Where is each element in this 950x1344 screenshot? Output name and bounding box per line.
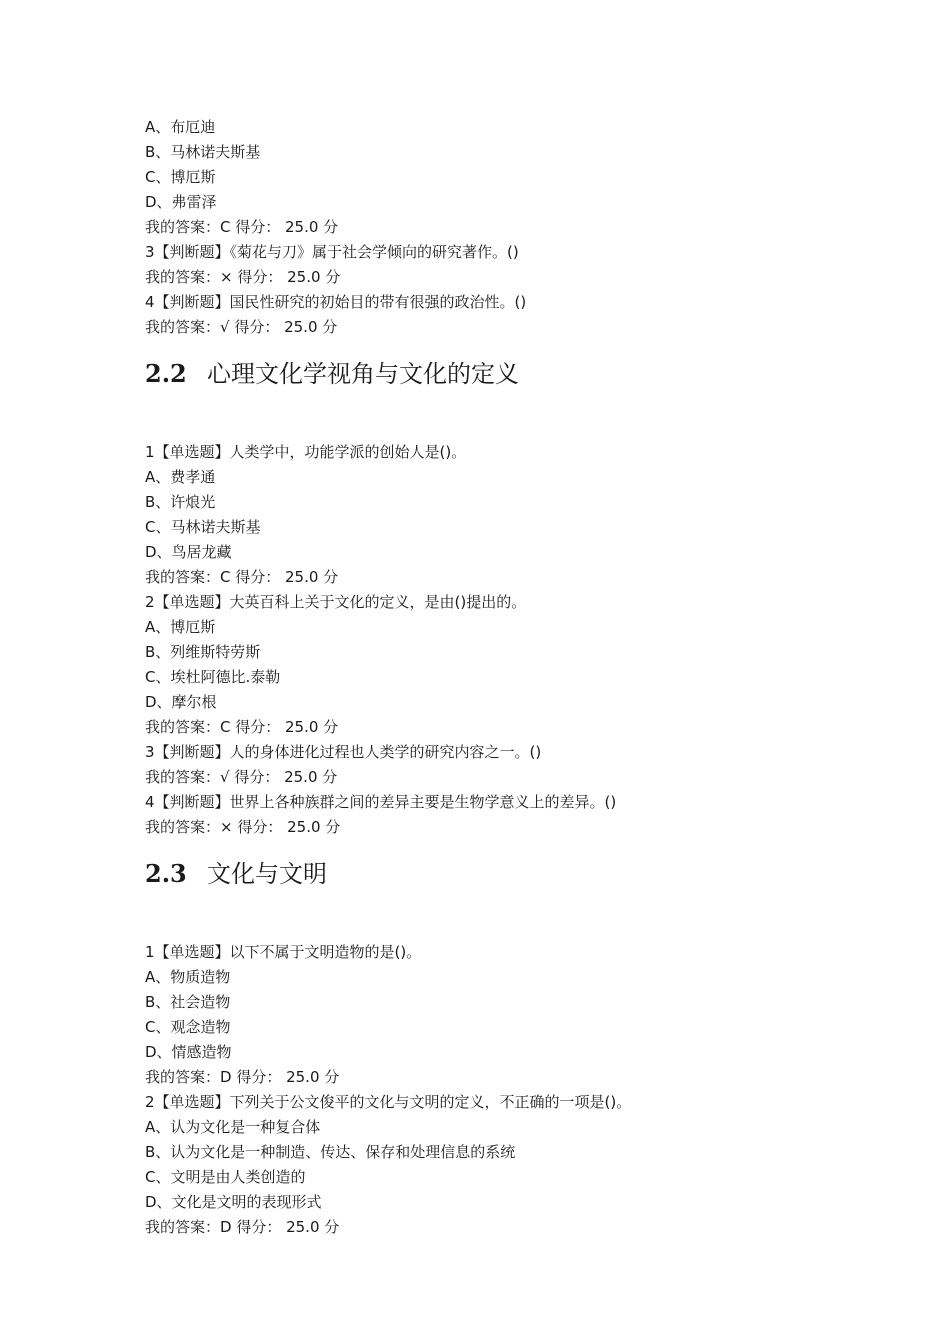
option-d: D、文化是文明的表现形式 [145, 1193, 322, 1211]
question-4: 4【判断题】世界上各种族群之间的差异主要是生物学意义上的差异。() [145, 793, 617, 811]
option-b: B、许烺光 [145, 493, 216, 511]
answer-line: 我的答案：× 得分： 25.0 分 [145, 268, 341, 286]
section-heading-2-3 [145, 848, 825, 900]
question-3: 3【判断题】人的身体进化过程也人类学的研究内容之一。() [145, 743, 542, 761]
answer-line: 我的答案：D 得分： 25.0 分 [145, 1068, 340, 1086]
answer-line: 我的答案：√ 得分： 25.0 分 [145, 768, 338, 786]
option-d: D、弗雷泽 [145, 193, 217, 211]
question-2: 2【单选题】下列关于公文俊平的文化与文明的定义，不正确的一项是()。 [145, 1093, 632, 1111]
option-b: B、列维斯特劳斯 [145, 643, 261, 661]
option-b: B、社会造物 [145, 993, 231, 1011]
question-1: 1【单选题】人类学中，功能学派的创始人是()。 [145, 443, 467, 461]
answer-line: 我的答案：√ 得分： 25.0 分 [145, 318, 338, 336]
answer-line: 我的答案：C 得分： 25.0 分 [145, 718, 339, 736]
answer-line: 我的答案：D 得分： 25.0 分 [145, 1218, 340, 1236]
question-4: 4【判断题】国民性研究的初始目的带有很强的政治性。() [145, 293, 527, 311]
option-c: C、博厄斯 [145, 168, 216, 186]
option-c: C、埃杜阿德比.泰勒 [145, 668, 281, 686]
question-3: 3【判断题】《菊花与刀》属于社会学倾向的研究著作。() [145, 243, 519, 261]
answer-line: 我的答案：C 得分： 25.0 分 [145, 568, 339, 586]
answer-line: 我的答案：C 得分： 25.0 分 [145, 218, 339, 236]
document-page [145, 115, 825, 1240]
option-c: C、观念造物 [145, 1018, 231, 1036]
option-d: D、摩尔根 [145, 693, 217, 711]
option-b: B、认为文化是一种制造、传达、保存和处理信息的系统 [145, 1143, 516, 1161]
section-title: 文化与文明 [207, 860, 327, 888]
option-a: A、费孝通 [145, 468, 216, 486]
section-number: 2.2 [145, 359, 187, 388]
option-d: D、鸟居龙藏 [145, 543, 232, 561]
section-heading-2-2 [145, 348, 825, 400]
option-d: D、情感造物 [145, 1043, 232, 1061]
question-1: 1【单选题】以下不属于文明造物的是()。 [145, 943, 422, 961]
section-number: 2.3 [145, 859, 187, 888]
option-c: C、文明是由人类创造的 [145, 1168, 306, 1186]
option-b: B、马林诺夫斯基 [145, 143, 261, 161]
option-c: C、马林诺夫斯基 [145, 518, 261, 536]
option-a: A、认为文化是一种复合体 [145, 1118, 321, 1136]
question-2: 2【单选题】大英百科上关于文化的定义，是由()提出的。 [145, 593, 527, 611]
section-title: 心理文化学视角与文化的定义 [207, 360, 519, 388]
answer-line: 我的答案：× 得分： 25.0 分 [145, 818, 341, 836]
option-a: A、物质造物 [145, 968, 231, 986]
option-a: A、博厄斯 [145, 618, 216, 636]
option-a: A、布厄迪 [145, 118, 216, 136]
